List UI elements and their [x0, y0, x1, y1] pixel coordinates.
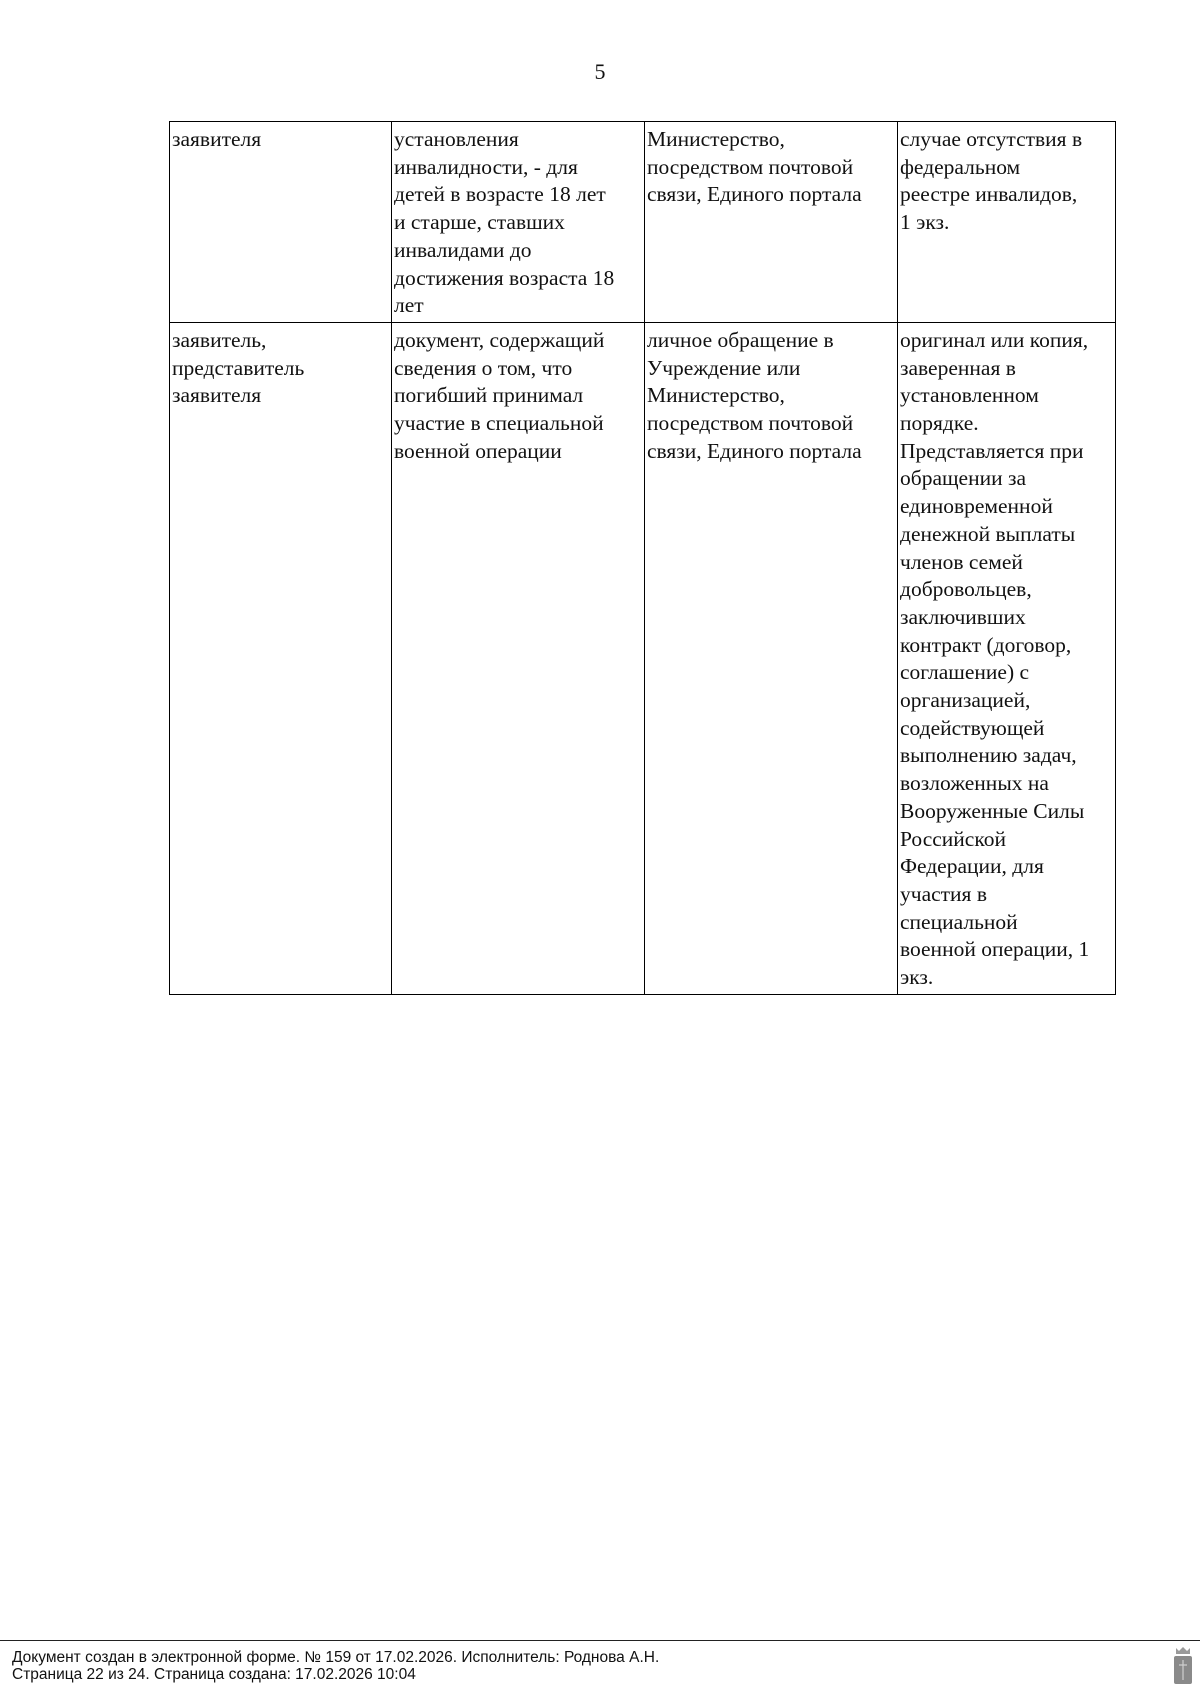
table-cell-submission-method: [645, 322, 898, 994]
table-cell-submission-method: [645, 122, 898, 323]
cell-text: установления инвалидности, - для детей в возрасте 18 лет и старше, ставших инвалидами до достижения возраста 18 лет: [394, 127, 615, 318]
page-number: 5: [594, 59, 606, 84]
table-cell-document: [392, 322, 645, 994]
cell-text: документ, содержащий сведения о том, что погибший принимал участие в специальной военной операции: [394, 327, 605, 463]
cell-text: Министерство, посредством почтовой связи, Единого портала: [647, 127, 862, 207]
footer-text: [12, 1649, 659, 1683]
cell-text: случае отсутствия в федеральном реестре инвалидов, 1 экз.: [900, 127, 1083, 235]
cell-text: оригинал или копия, заверенная в установленном порядке. Представляется при обращении за единовременной денежной выплаты членов семей добровольцев, заключивших контракт (договор, соглашение) с организацией, содействующей выполнению задач, возложенных на Вооруженные Силы Российской Федерации, для участия в специальной военной операции, 1 экз.: [900, 327, 1090, 990]
cell-text: личное обращение в Учреждение или Министерство, посредством почтовой связи, Единого портала: [647, 327, 862, 463]
table-cell-requirements: [898, 322, 1116, 994]
table-cell-requirements: [898, 122, 1116, 323]
table-cell-applicant: [170, 322, 392, 994]
table-cell-document: [392, 122, 645, 323]
footer-line-page-info: Страница 22 из 24. Страница создана: 17.02.2026 10:04: [12, 1666, 416, 1683]
footer-line-document-info: Документ создан в электронной форме. № 159 от 17.02.2026. Исполнитель: Роднова А.Н.: [12, 1649, 660, 1666]
page-footer: [0, 1640, 1200, 1683]
cell-text: заявитель, представитель заявителя: [172, 327, 305, 408]
table-row: [170, 122, 1116, 323]
coat-of-arms-icon: [1172, 1645, 1194, 1685]
documents-table: [169, 121, 1116, 995]
table-row: [170, 322, 1116, 994]
cell-text: заявителя: [172, 127, 262, 151]
table-cell-applicant: [170, 122, 392, 323]
